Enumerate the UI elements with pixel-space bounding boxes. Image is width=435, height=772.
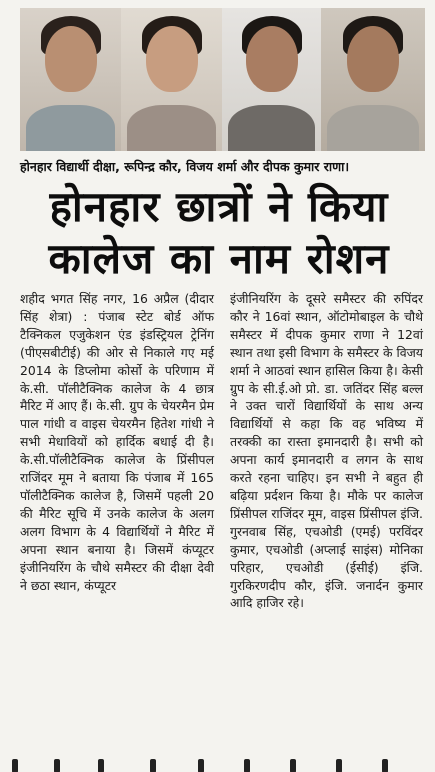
next-article-fragment (0, 755, 435, 772)
student-photo-rupinder-kaur (121, 8, 222, 151)
headline-line-2: कालेज का नाम रोशन (48, 234, 390, 283)
student-photo-deepak-kumar-rana (321, 8, 425, 151)
student-photo-vijay-sharma (222, 8, 321, 151)
article-body-right: इंजीनियरिंग के दूसरे समैस्टर की रुपिंदर कौर ने 16वां स्थान, ऑटोमोबाइल के चौथे समैस्टर में दीपक कुमार राणा ने 12वां स्थान तथा इसी विभाग के समैस्टर के विजय शर्मा ने आठवां स्थान हासिल किया है। केसी ग्रुप के सी.ई.ओ प्रो. डा. जतिंदर सिंह बल्ल ने उक्त चारों विद्यार्थियों के साथ अन्य विद्यार्थियों से कहा कि वह भविष्य में तरक्की का रास्ता इमानदारी है। सभी को अपना कार्य इमानदारी व लगन के साथ करते रहना चाहिए। इन सभी ने बहुत ही बढ़िया प्रर्दशन किया है। मौके पर कालेज प्रिंसीपल राजिंदर मूम, वाइस प्रिंसीपल इंजि. गुरनवाब सिंह, एचओडी (एमई) परविंदर कुमार, एचओडी (अप्लाई साइंस) मोनिका परिहार, एचओडी (ईसीई) इंजि. गुरकिरणदीप कौर, इंजि. जनार्दन कुमार आदि हाजिर रहे। (230, 291, 423, 611)
photo-caption: होनहार विद्यार्थी दीक्षा, रूपिन्द्र कौर, विजय शर्मा और दीपक कुमार राणा। (20, 159, 350, 174)
headline-line-1: होनहार छात्रों ने किया (49, 182, 389, 231)
article-column-right (230, 290, 423, 612)
article-column-left (20, 290, 214, 594)
student-photo-deeksha (20, 8, 121, 151)
article-body-left: शहीद भगत सिंह नगर, 16 अप्रैल (दीदार सिंह शेत्रा) : पंजाब स्टेट बोर्ड ऑफ टैक्निकल एजुकेशन एंड इंडस्ट्रियल ट्रेनिंग (पीएसबीटीई) की ओर से निकाले गए मई 2014 के डिप्लोमा कोर्सो के परिणाम में के.सी. पॉलीटैक्निक कालेज के 4 छात्र मैरिट में आए हैं। के.सी. ग्रुप के चेयरमैन प्रेम पाल गांधी व वाइस चेयरमैन हितेश गांधी ने सभी मेधावियों को हार्दिक बधाई दी है। के.सी.पॉलीटैक्निक कालेज के प्रिंसीपल राजिंदर मूम ने बताया कि पंजाब में 165 पॉलीटैक्निक कालेज है, जिसमें पहली 20 की मैरिट सूचि में उनके कालेज के अलग अलग विभाग के 4 विद्यार्थियों ने मैरिट में अपना स्थान बनाया है। जिसमें कंप्यूटर इंजीनियरिंग के चौथे समैस्टर की दीक्षा देवी ने छठा स्थान, कंप्यूटर (20, 291, 214, 593)
